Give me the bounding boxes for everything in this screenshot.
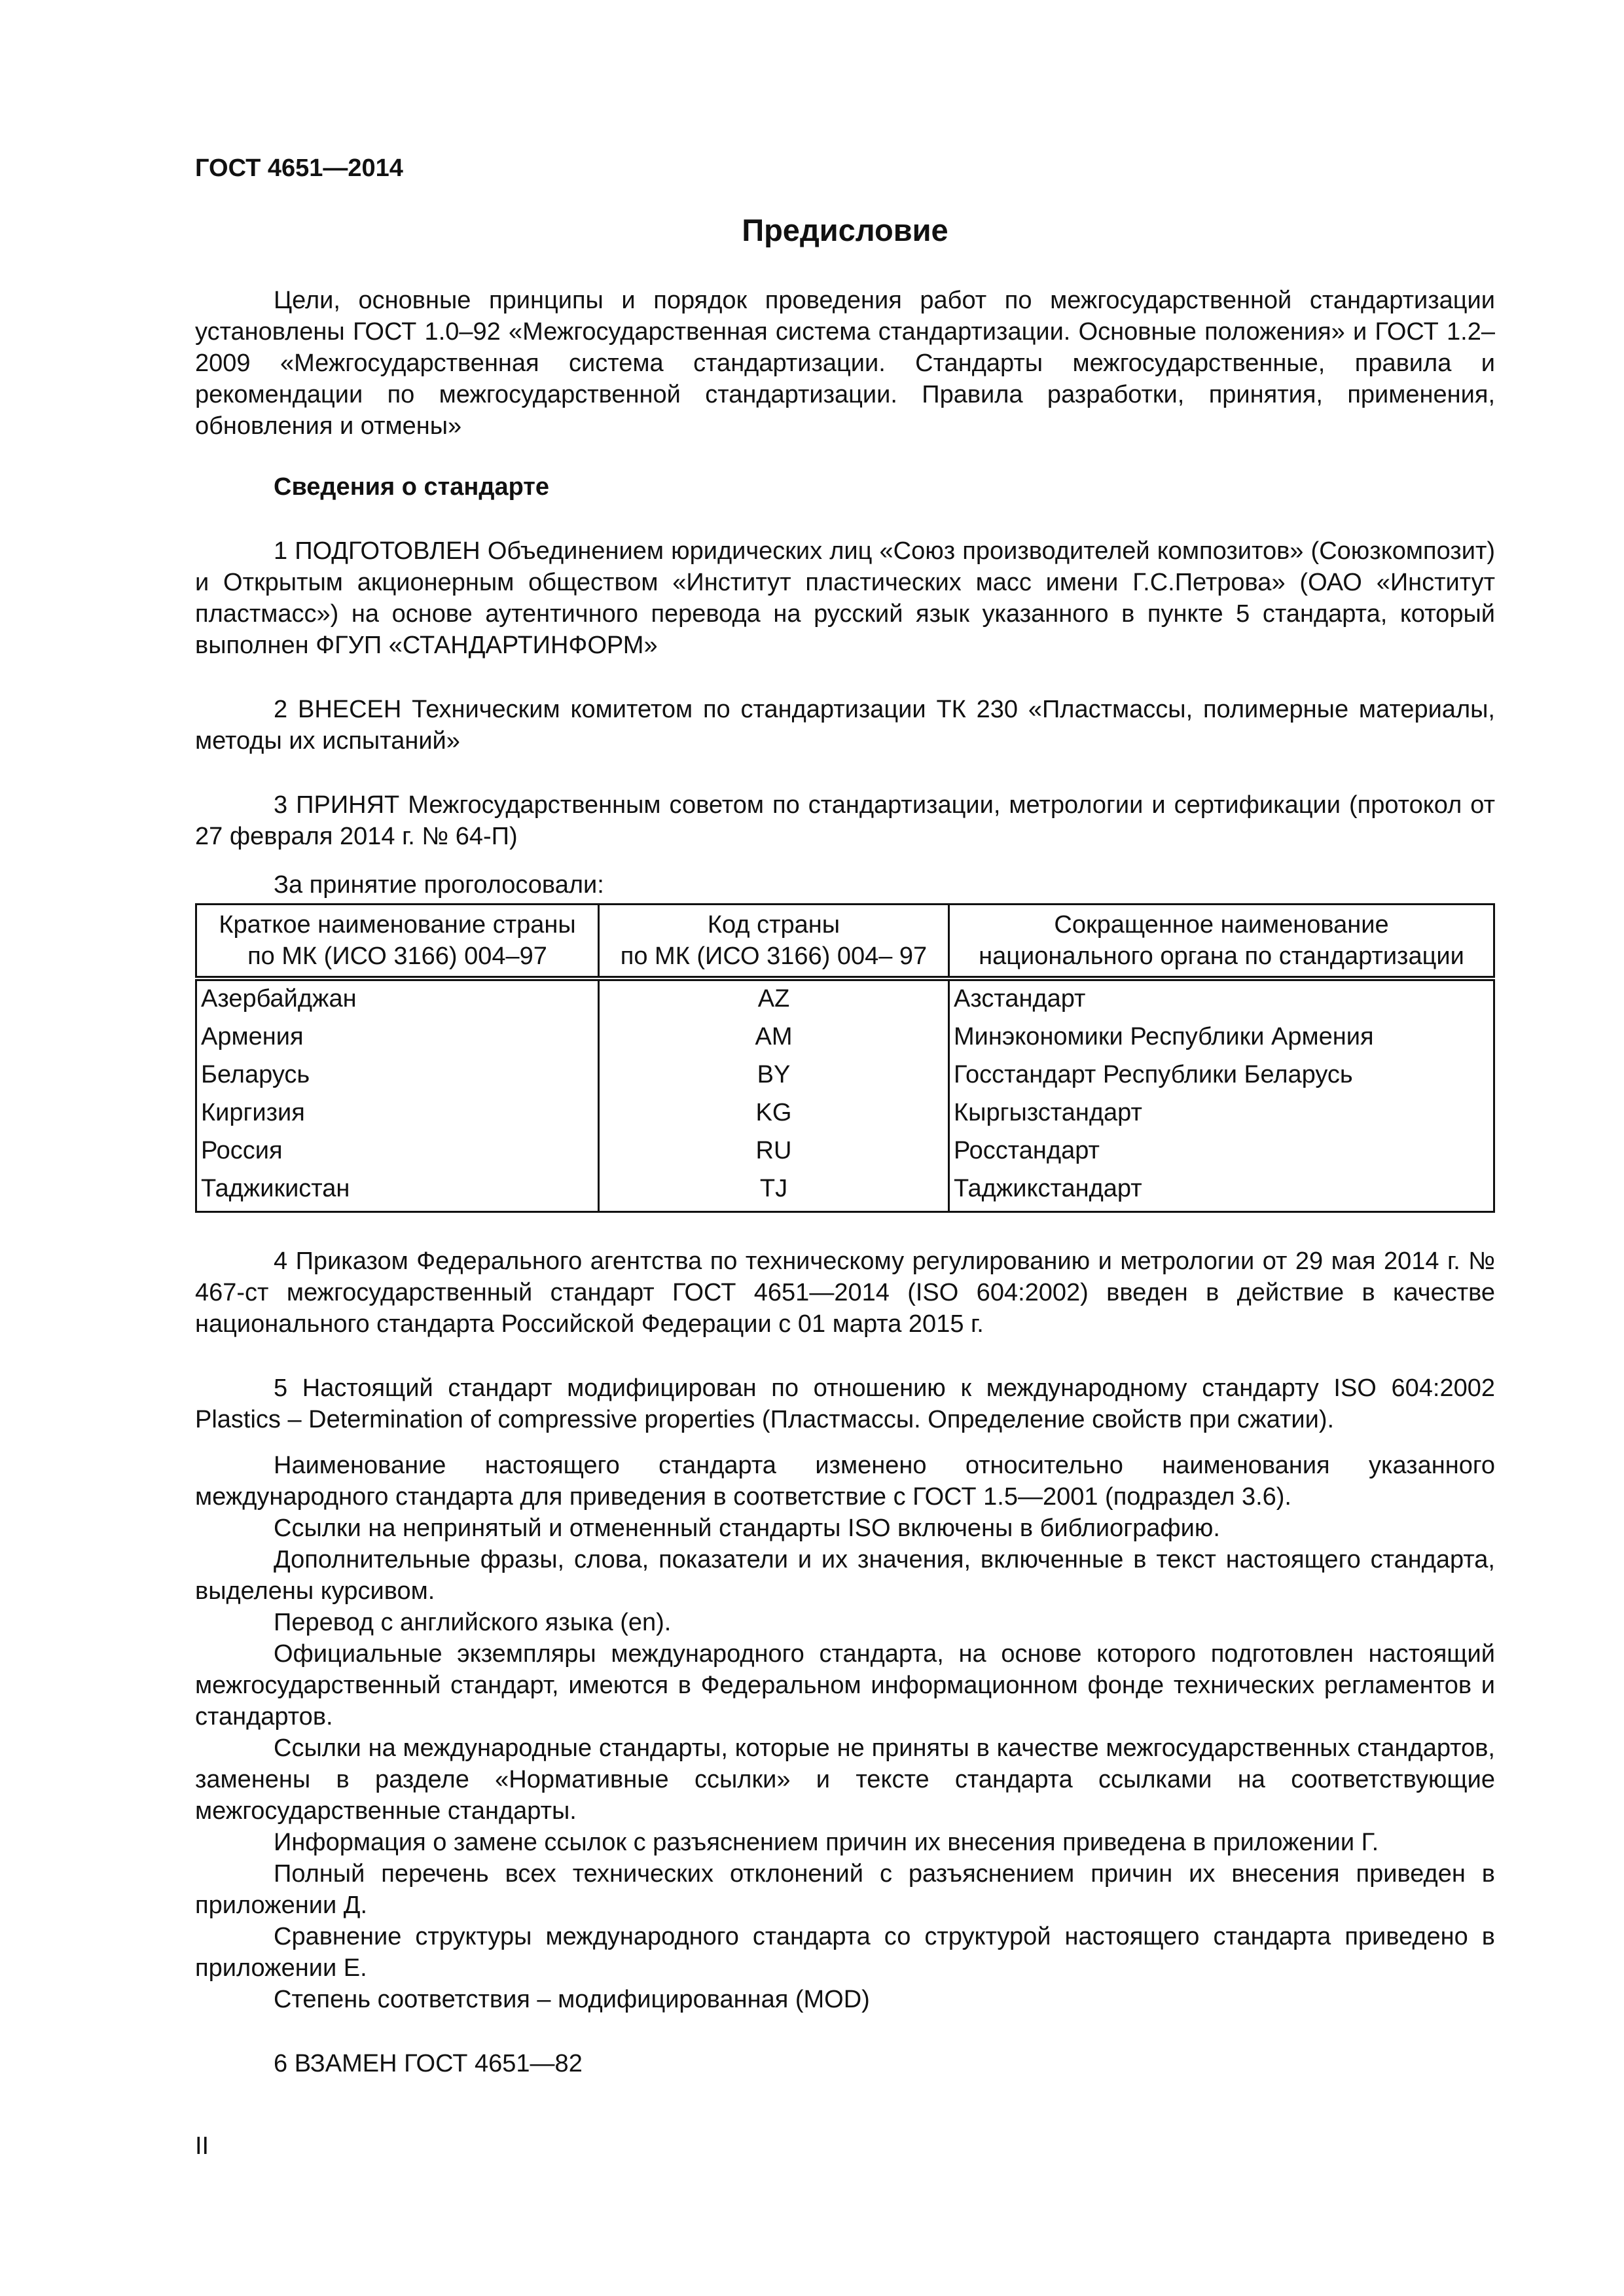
item-5-note-bibliography: Ссылки на непринятый и отмененный стандарты ISO включены в библиографию.: [274, 1515, 1220, 1542]
header-country-line1: Краткое наименование страны: [219, 911, 576, 939]
item-5-note-annex-g: Информация о замене ссылок с разъяснением причин их внесения приведена в приложении Г.: [274, 1829, 1379, 1856]
header-country: [196, 905, 599, 979]
header-body-line2: национального органа по стандартизации: [979, 942, 1464, 970]
cell-body: Азстандарт: [949, 978, 1494, 1019]
table-row: [196, 1133, 1494, 1171]
table-header-row: [196, 905, 1494, 979]
item-4-paragraph: 4 Приказом Федерального агентства по техническому регулированию и метрологии от 29 мая 2014 г. № 467-ст межгосударственный стандарт ГОСТ 4651—2014 (ISO 604:2002) введен в действие в качестве национального стандарта Российской Федерации с 01 марта 2015 г.: [195, 1247, 1495, 1338]
table-row: [196, 978, 1494, 1019]
page-title: Предисловие: [742, 213, 948, 247]
intro-paragraph: Цели, основные принципы и порядок проведения работ по межгосударственной стандартизации установлены ГОСТ 1.0–92 «Межгосударственная система стандартизации. Основные положения» и ГОСТ 1.2–2009 «Межгосударственная система стандартизации. Стандарты межгосударственные, правила и рекомендации по межгосударственной стандартизации. Правила разработки, принятия, применения, обновления и отмены»: [195, 287, 1495, 440]
table-row: [196, 1095, 1494, 1133]
vote-label: За принятие проголосовали:: [274, 871, 604, 899]
cell-country: Армения: [196, 1019, 599, 1057]
voting-table: [195, 903, 1495, 1213]
cell-body: Росстандарт: [949, 1133, 1494, 1171]
item-5-paragraph: 5 Настоящий стандарт модифицирован по отношению к международному стандарту ISO 604:2002 Plastics – Determination of compressive properties (Пластмассы. Определение свойств при сжатии).: [195, 1374, 1495, 1433]
cell-body: Минэкономики Республики Армения: [949, 1019, 1494, 1057]
item-1-paragraph: 1 ПОДГОТОВЛЕН Объединением юридических лиц «Союз производителей композитов» (Союзкомпозит) и Открытым акционерным обществом «Институт пластических масс имени Г.С.Петрова» (ОАО «Институт пластмасс») на основе аутентичного перевода на русский язык указанного в пункте 5 стандарта, который выполнен ФГУП «СТАНДАРТИНФОРМ»: [195, 537, 1495, 659]
cell-country: Киргизия: [196, 1095, 599, 1133]
item-5-note-official-copies: Официальные экземпляры международного стандарта, на основе которого подготовлен настоящий межгосударственный стандарт, имеются в Федеральном информационном фонде технических регламентов и стандартов.: [195, 1640, 1495, 1731]
header-body-line1: Сокращенное наименование: [1054, 911, 1389, 939]
item-3-paragraph: 3 ПРИНЯТ Межгосударственным советом по стандартизации, метрологии и сертификации (протокол от 27 февраля 2014 г. № 64-П): [195, 791, 1495, 850]
item-5-note-degree: Степень соответствия – модифицированная (MOD): [274, 1986, 870, 2013]
table-row: [196, 1057, 1494, 1095]
cell-country: Россия: [196, 1133, 599, 1171]
item-6-paragraph: 6 ВЗАМЕН ГОСТ 4651—82: [274, 2050, 583, 2077]
item-5-note-italics: Дополнительные фразы, слова, показатели и их значения, включенные в текст настоящего стандарта, выделены курсивом.: [195, 1546, 1495, 1605]
cell-body: Госстандарт Республики Беларусь: [949, 1057, 1494, 1095]
cell-country: Беларусь: [196, 1057, 599, 1095]
item-5-note-references: Ссылки на международные стандарты, которые не приняты в качестве межгосударственных стандартов, заменены в разделе «Нормативные ссылки» и тексте стандарта ссылками на соответствующие межгосударственные стандарты.: [195, 1734, 1495, 1825]
cell-code: BY: [599, 1057, 949, 1095]
item-5-note-translation: Перевод с английского языка (en).: [274, 1609, 672, 1636]
header-code-line2: по МК (ИСО 3166) 004– 97: [620, 942, 928, 970]
header-code: [599, 905, 949, 979]
cell-body: Кыргызстандарт: [949, 1095, 1494, 1133]
cell-country: Азербайджан: [196, 978, 599, 1019]
cell-code: AZ: [599, 978, 949, 1019]
table-row: [196, 1019, 1494, 1057]
cell-body: Таджикстандарт: [949, 1171, 1494, 1212]
item-5-note-annex-d: Полный перечень всех технических отклонений с разъяснением причин их внесения приведен в приложении Д.: [195, 1860, 1495, 1919]
header-country-line2: по МК (ИСО 3166) 004–97: [247, 942, 547, 970]
document-code: ГОСТ 4651—2014: [195, 154, 403, 182]
header-body: [949, 905, 1494, 979]
cell-code: RU: [599, 1133, 949, 1171]
header-code-line1: Код страны: [707, 911, 840, 939]
cell-code: KG: [599, 1095, 949, 1133]
item-5-note-name: Наименование настоящего стандарта изменено относительно наименования указанного международного стандарта для приведения в соответствие с ГОСТ 1.5—2001 (подраздел 3.6).: [195, 1452, 1495, 1511]
item-2-paragraph: 2 ВНЕСЕН Техническим комитетом по стандартизации ТК 230 «Пластмассы, полимерные материалы, методы их испытаний»: [195, 696, 1495, 755]
cell-country: Таджикистан: [196, 1171, 599, 1212]
cell-code: AM: [599, 1019, 949, 1057]
cell-code: TJ: [599, 1171, 949, 1212]
preface-content: [195, 285, 1495, 2079]
item-5-note-annex-e: Сравнение структуры международного стандарта со структурой настоящего стандарта приведено в приложении Е.: [195, 1923, 1495, 1982]
page-number: II: [195, 2132, 209, 2160]
section-subheading: Сведения о стандарте: [274, 473, 550, 501]
table-row: [196, 1171, 1494, 1212]
